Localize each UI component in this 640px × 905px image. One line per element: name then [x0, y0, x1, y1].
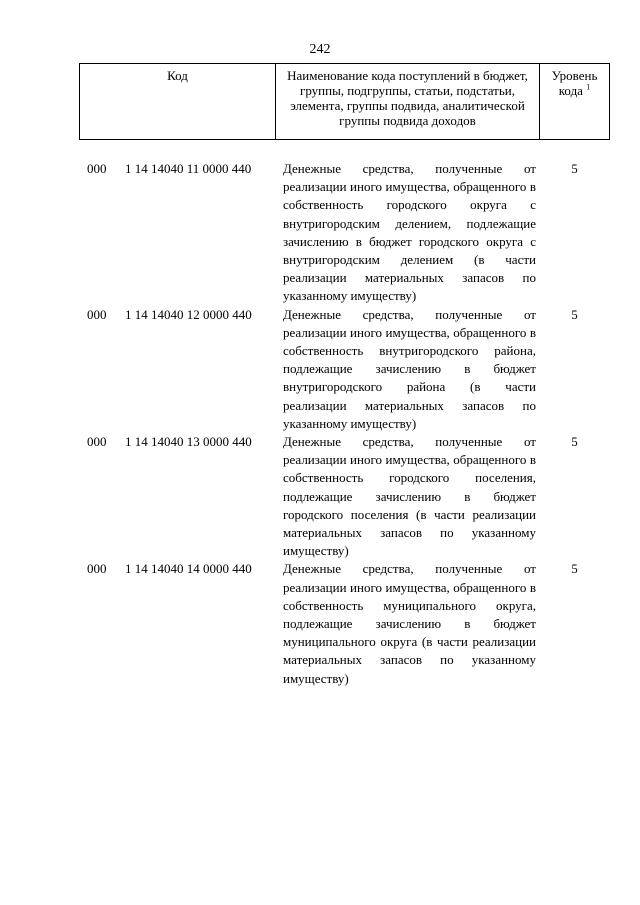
row-revenue-code: 1 14 14040 14 0000 440 — [125, 561, 252, 577]
table-row — [79, 433, 610, 560]
table-header — [79, 63, 610, 140]
header-level — [539, 64, 610, 139]
row-name: Денежные средства, полученные от реализации иного имущества, обращенного в собственность муниципального округа, подлежащие зачислению в бюджет муниципального округа (в части реализации материальных запасов по указанному имуществу) — [283, 561, 536, 686]
row-admin-code: 000 — [87, 161, 107, 176]
row-level: 5 — [571, 561, 578, 577]
row-level: 5 — [571, 161, 578, 176]
row-level: 5 — [571, 306, 578, 322]
header-level-footnote: 1 — [586, 82, 591, 92]
row-revenue-code: 1 14 14040 12 0000 440 — [125, 306, 252, 322]
table-row — [79, 560, 610, 687]
table-row — [79, 160, 610, 306]
table-row — [79, 306, 610, 433]
header-level-label: Уровень кода — [551, 68, 598, 98]
table-body — [79, 160, 610, 688]
revenue-code-table — [79, 63, 610, 688]
row-admin-code: 000 — [87, 561, 107, 577]
header-name: Наименование кода поступлений в бюджет, группы, подгруппы, статьи, подстатьи, элемента, группы подвида, аналитической группы подвида доходов — [275, 64, 539, 139]
row-name: Денежные средства, полученные от реализации иного имущества, обращенного в собственность городского поселения, подлежащие зачислению в бюджет городского поселения (в части реализации материальных запасов по указанному имуществу) — [283, 434, 536, 559]
page-number: 242 — [309, 42, 331, 57]
row-revenue-code: 1 14 14040 13 0000 440 — [125, 434, 252, 450]
row-revenue-code: 1 14 14040 11 0000 440 — [125, 161, 252, 176]
row-admin-code: 000 — [87, 306, 107, 322]
row-name: Денежные средства, полученные от реализации иного имущества, обращенного в собственность городского округа с внутригородским делением, подлежащие зачислению в бюджет городского округа с внутригородским делением (в части реализации материальных запасов по указанному имуществу) — [283, 161, 536, 304]
row-admin-code: 000 — [87, 434, 107, 450]
header-code: Код — [79, 64, 275, 139]
row-level: 5 — [571, 434, 578, 450]
row-name: Денежные средства, полученные от реализации иного имущества, обращенного в собственность внутригородского района, подлежащие зачислению в бюджет внутригородского района (в части реализации материальных запасов по указанному имуществу) — [283, 306, 536, 431]
